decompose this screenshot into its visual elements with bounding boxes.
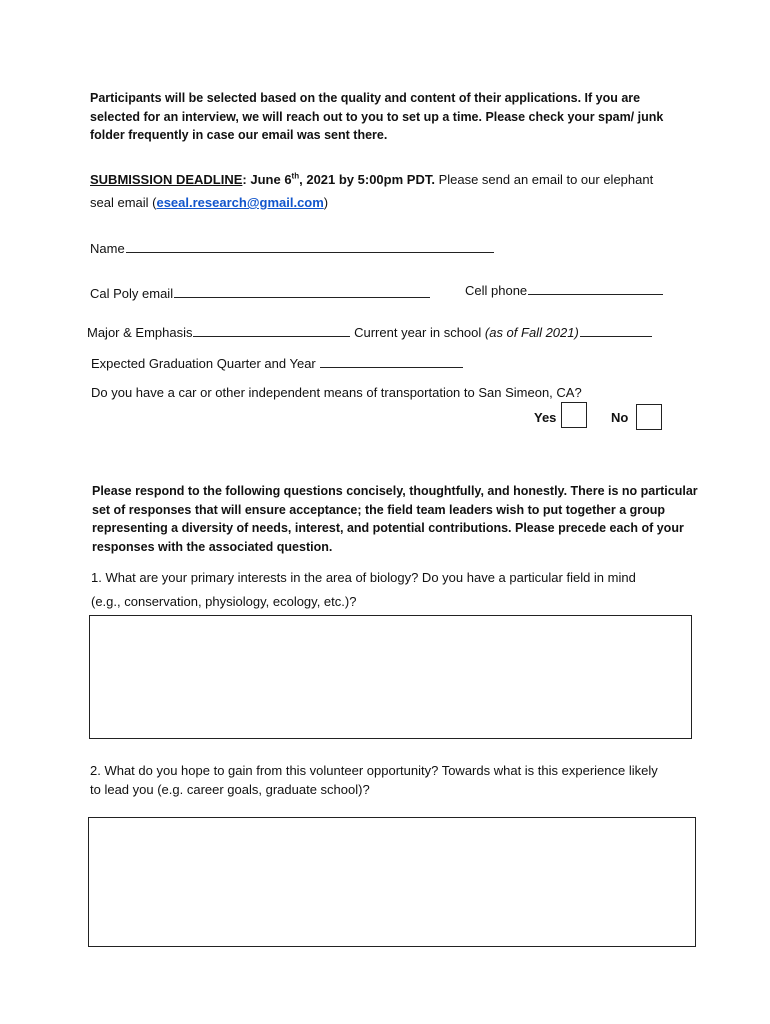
question-2-line-2: to lead you (e.g. career goals, graduate school)? (90, 782, 370, 797)
deadline-colon: : (242, 172, 247, 187)
email-link[interactable]: eseal.research@gmail.com (156, 195, 324, 210)
instructions-paragraph: Please respond to the following questions concisely, thoughtfully, and honestly. There is no particular set of responses that will ensure acceptance; the field team leaders wish to put together a group representing a diversity of needs, interest, and potential contributions. Please precede each of your responses with the associated question. (92, 484, 698, 554)
email-row (90, 283, 430, 301)
name-row (90, 238, 494, 256)
cell-phone-label: Cell phone (465, 283, 528, 298)
question-1-line-1: 1. What are your primary interests in the area of biology? Do you have a particular field in mind (91, 570, 636, 585)
question-1-line-2: (e.g., conservation, physiology, ecology, etc.)? (91, 594, 357, 609)
submission-deadline (90, 172, 653, 187)
car-question: Do you have a car or other independent means of transportation to San Simeon, CA? (91, 385, 582, 400)
email-suffix: ) (323, 195, 329, 210)
graduation-label: Expected Graduation Quarter and Year (91, 356, 320, 371)
major-field[interactable] (193, 322, 350, 337)
major-row (87, 322, 652, 340)
graduation-field[interactable] (320, 353, 463, 368)
cell-phone-row (465, 280, 663, 298)
major-label: Major & Emphasis (87, 325, 193, 340)
deadline-instruction: Please send an email to our elephant (434, 172, 654, 187)
deadline-email-line (90, 195, 328, 210)
email-prefix: seal email ( (90, 195, 157, 210)
deadline-label: SUBMISSION DEADLINE (90, 172, 243, 187)
no-checkbox[interactable] (636, 404, 662, 430)
yes-label: Yes (534, 410, 557, 425)
question-1-answer-box[interactable] (89, 615, 692, 739)
cell-phone-field[interactable] (528, 280, 663, 295)
no-label: No (611, 410, 629, 425)
name-label: Name (90, 241, 125, 256)
graduation-row (91, 353, 463, 371)
yes-checkbox[interactable] (561, 402, 587, 428)
question-2-answer-box[interactable] (88, 817, 696, 947)
current-year-note: (as of Fall 2021) (484, 325, 579, 340)
deadline-date: June 6th, 2021 by 5:00pm PDT. (246, 171, 435, 187)
intro-paragraph: Participants will be selected based on the quality and content of their applications. If you are selected for an interview, we will reach out to you to set up a time. Please check your spam/ junk folder frequently in case our email was sent there. (90, 91, 664, 142)
cal-poly-email-label: Cal Poly email (90, 286, 174, 301)
cal-poly-email-field[interactable] (174, 283, 430, 298)
current-year-label: Current year in school (354, 325, 485, 340)
current-year-field[interactable] (580, 322, 652, 337)
question-2-line-1: 2. What do you hope to gain from this volunteer opportunity? Towards what is this experience likely (90, 763, 658, 778)
name-field[interactable] (126, 238, 494, 253)
